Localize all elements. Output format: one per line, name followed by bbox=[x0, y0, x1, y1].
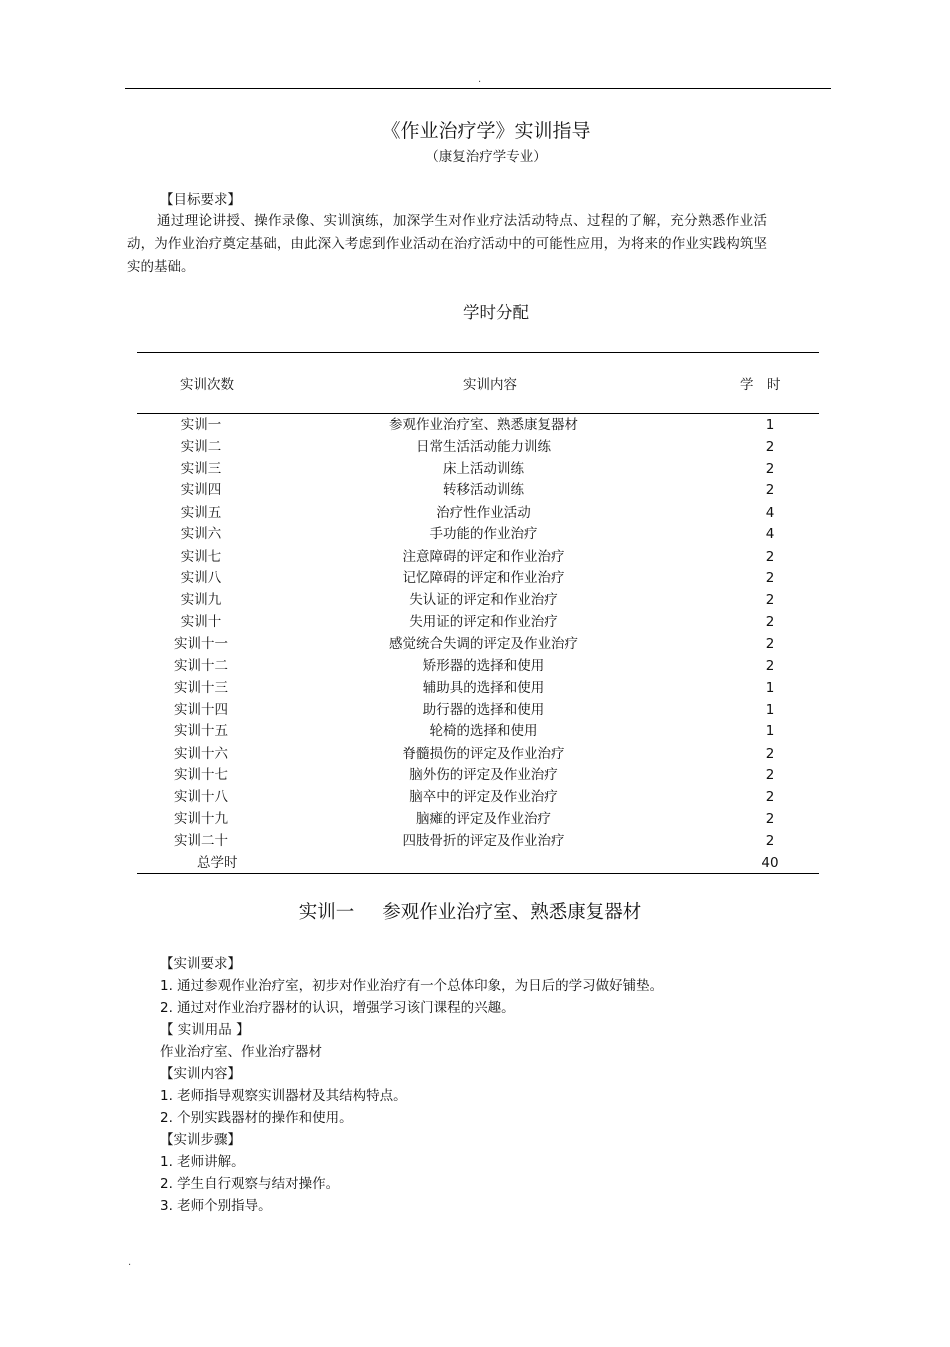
content-heading: 【实训内容】 bbox=[160, 1066, 241, 1082]
table-row bbox=[137, 743, 819, 765]
row-content: 助行器的选择和使用 bbox=[422, 702, 545, 718]
table-row bbox=[137, 611, 819, 633]
content-item: 2. 个别实践器材的操作和使用。 bbox=[160, 1110, 353, 1126]
row-content: 矫形器的选择和使用 bbox=[422, 658, 545, 674]
header-rule bbox=[125, 88, 831, 89]
row-session: 实训三 bbox=[180, 461, 222, 477]
row-hours: 2 bbox=[765, 482, 775, 498]
goal-heading: 【目标要求】 bbox=[160, 192, 241, 208]
document-title: 《作业治疗学》实训指导 bbox=[381, 120, 591, 142]
row-content: 参观作业治疗室、熟悉康复器材 bbox=[389, 417, 578, 433]
row-content: 脑外伤的评定及作业治疗 bbox=[409, 767, 558, 783]
materials-text: 作业治疗室、作业治疗器材 bbox=[160, 1044, 322, 1060]
table-row bbox=[137, 458, 819, 480]
row-session: 实训十九 bbox=[174, 811, 228, 827]
row-hours: 2 bbox=[765, 636, 775, 652]
row-content: 感觉统合失调的评定及作业治疗 bbox=[389, 636, 578, 652]
requirements-heading: 【实训要求】 bbox=[160, 956, 241, 972]
row-session: 实训五 bbox=[180, 505, 222, 521]
row-session: 实训十八 bbox=[174, 789, 228, 805]
step-item: 2. 学生自行观察与结对操作。 bbox=[160, 1176, 340, 1192]
row-hours: 1 bbox=[765, 680, 775, 696]
row-session: 实训十二 bbox=[174, 658, 228, 674]
row-content: 脊髓损伤的评定及作业治疗 bbox=[402, 746, 565, 762]
table-row bbox=[137, 414, 819, 436]
row-content: 床上活动训练 bbox=[443, 461, 524, 477]
row-hours: 1 bbox=[765, 702, 775, 718]
table-row bbox=[137, 699, 819, 721]
table-row bbox=[137, 720, 819, 742]
row-content: 四肢骨折的评定及作业治疗 bbox=[402, 833, 565, 849]
header-dot: . bbox=[478, 74, 482, 85]
lesson1-heading bbox=[0, 898, 940, 924]
table-row bbox=[137, 764, 819, 786]
table-row bbox=[137, 479, 819, 501]
row-hours: 2 bbox=[765, 614, 775, 630]
step-item: 1. 老师讲解。 bbox=[160, 1154, 245, 1170]
requirement-item: 1. 通过参观作业治疗室，初步对作业治疗有一个总体印象，为日后的学习做好铺垫。 bbox=[160, 978, 664, 994]
row-content: 失用证的评定和作业治疗 bbox=[409, 614, 558, 630]
row-session: 实训二 bbox=[180, 439, 222, 455]
row-hours: 2 bbox=[765, 461, 775, 477]
footer-dot: . bbox=[128, 1257, 132, 1268]
row-content: 记忆障碍的评定和作业治疗 bbox=[402, 570, 565, 586]
row-session: 实训二十 bbox=[174, 833, 228, 849]
row-content: 注意障碍的评定和作业治疗 bbox=[402, 549, 565, 565]
table-top-rule bbox=[137, 352, 819, 353]
row-session: 实训八 bbox=[180, 570, 222, 586]
table-row bbox=[137, 655, 819, 677]
row-session: 实训十四 bbox=[174, 702, 228, 718]
row-session: 实训十六 bbox=[174, 746, 228, 762]
table-row bbox=[137, 502, 819, 524]
row-hours: 2 bbox=[765, 746, 775, 762]
requirement-item: 2. 通过对作业治疗器材的认识，增强学习该门课程的兴趣。 bbox=[160, 1000, 515, 1016]
table-row bbox=[137, 523, 819, 545]
row-hours: 1 bbox=[765, 417, 775, 433]
table-row bbox=[137, 808, 819, 830]
row-hours: 2 bbox=[765, 811, 775, 827]
table-row bbox=[137, 830, 819, 852]
lesson1-number: 实训一 bbox=[298, 902, 355, 923]
goal-text: 通过理论讲授、操作录像、实训演练，加深学生对作业疗法活动特点、过程的了解，充分熟悉作业活动，为作业治疗奠定基础，由此深入考虑到作业活动在治疗活动中的可能性应用，为将来的作业实践构筑坚实的基础。 bbox=[127, 213, 767, 275]
total-label: 总学时 bbox=[197, 855, 238, 871]
content-item: 1. 老师指导观察实训器材及其结构特点。 bbox=[160, 1088, 407, 1104]
row-session: 实训一 bbox=[180, 417, 222, 433]
table-total-row bbox=[137, 852, 819, 874]
table-row bbox=[137, 633, 819, 655]
row-hours: 2 bbox=[765, 789, 775, 805]
row-content: 失认证的评定和作业治疗 bbox=[409, 592, 558, 608]
table-row bbox=[137, 567, 819, 589]
row-session: 实训十五 bbox=[174, 723, 228, 739]
row-session: 实训十三 bbox=[174, 680, 228, 696]
row-hours: 2 bbox=[765, 570, 775, 586]
document-subtitle: （康复治疗学专业） bbox=[425, 149, 547, 165]
row-session: 实训六 bbox=[180, 526, 222, 542]
header-hours: 学 时 bbox=[740, 377, 781, 393]
row-session: 实训十七 bbox=[174, 767, 228, 783]
header-content: 实训内容 bbox=[463, 377, 517, 393]
row-content: 辅助具的选择和使用 bbox=[422, 680, 545, 696]
row-hours: 2 bbox=[765, 833, 775, 849]
row-hours: 1 bbox=[765, 723, 775, 739]
steps-heading: 【实训步骤】 bbox=[160, 1132, 241, 1148]
row-session: 实训七 bbox=[180, 549, 222, 565]
hours-table-title: 学时分配 bbox=[463, 303, 529, 322]
row-session: 实训十一 bbox=[174, 636, 228, 652]
row-session: 实训十 bbox=[180, 614, 222, 630]
table-row bbox=[137, 786, 819, 808]
row-content: 转移活动训练 bbox=[443, 482, 524, 498]
row-content: 手功能的作业治疗 bbox=[429, 526, 538, 542]
row-content: 治疗性作业活动 bbox=[436, 505, 531, 521]
header-session: 实训次数 bbox=[180, 377, 234, 393]
row-content: 轮椅的选择和使用 bbox=[429, 723, 538, 739]
lesson1-title: 参观作业治疗室、熟悉康复器材 bbox=[382, 902, 642, 923]
total-value: 40 bbox=[761, 855, 779, 871]
row-hours: 2 bbox=[765, 439, 775, 455]
table-row bbox=[137, 436, 819, 458]
step-item: 3. 老师个别指导。 bbox=[160, 1198, 272, 1214]
row-session: 实训九 bbox=[180, 592, 222, 608]
row-hours: 4 bbox=[765, 505, 775, 521]
row-hours: 2 bbox=[765, 767, 775, 783]
row-hours: 2 bbox=[765, 592, 775, 608]
table-row bbox=[137, 589, 819, 611]
table-bottom-rule bbox=[137, 873, 819, 874]
row-content: 脑瘫的评定及作业治疗 bbox=[416, 811, 551, 827]
row-content: 日常生活活动能力训练 bbox=[416, 439, 551, 455]
row-hours: 2 bbox=[765, 658, 775, 674]
materials-heading: 【 实训用品 】 bbox=[160, 1022, 250, 1038]
row-hours: 4 bbox=[765, 526, 775, 542]
row-hours: 2 bbox=[765, 549, 775, 565]
row-content: 脑卒中的评定及作业治疗 bbox=[409, 789, 558, 805]
table-row bbox=[137, 546, 819, 568]
row-session: 实训四 bbox=[180, 482, 222, 498]
table-row bbox=[137, 677, 819, 699]
